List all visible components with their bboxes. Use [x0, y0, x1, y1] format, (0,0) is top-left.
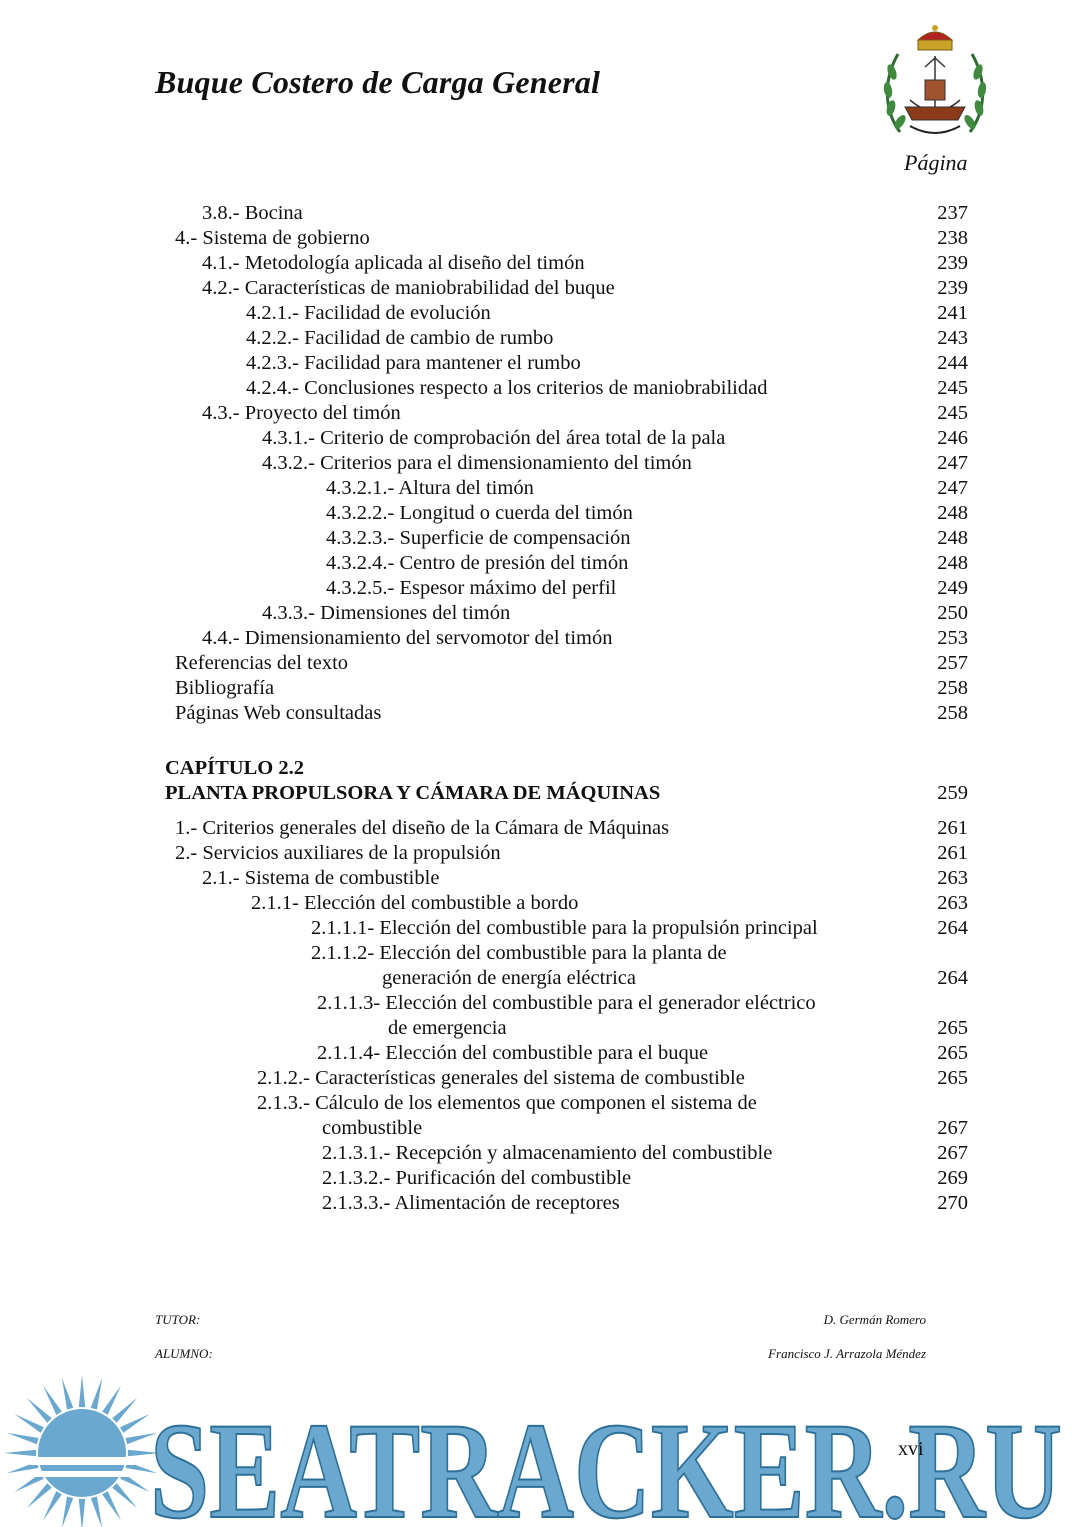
toc-entry: de emergencia 265	[388, 1017, 968, 1039]
toc-entry: 4.- Sistema de gobierno 238	[175, 227, 968, 249]
toc-entry: 4.2.3.- Facilidad para mantener el rumbo 244	[246, 352, 968, 374]
toc-entry: generación de energía eléctrica 264	[382, 967, 968, 989]
sun-ray	[62, 1496, 73, 1527]
toc-entry: 4.2.4.- Conclusiones respecto a los criterios de maniobrabilidad 245	[246, 377, 968, 399]
sun-ray	[43, 1491, 62, 1520]
chapter-title: PLANTA PROPULSORA Y CÁMARA DE MÁQUINAS	[165, 782, 661, 804]
toc-entry: 4.2.2.- Facilidad de cambio de rumbo 243	[246, 327, 968, 349]
toc-entry: 2.1.1.4- Elección del combustible para el buque 265	[317, 1042, 968, 1064]
toc-entry: 4.3.3.- Dimensiones del timón 250	[262, 602, 968, 624]
sun-ray	[7, 1433, 39, 1444]
toc-entry: 2.1.3.1.- Recepción y almacenamiento del combustible 267	[322, 1142, 968, 1164]
toc-entry: 2.1.2.- Características generales del sistema de combustible 265	[257, 1067, 968, 1089]
toc-entry: 4.1.- Metodología aplicada al diseño del timón 239	[202, 252, 968, 274]
sun-ray	[27, 1483, 52, 1508]
sun-ray	[4, 1450, 36, 1456]
toc-entry: 4.3.2.1.- Altura del timón 247	[326, 477, 968, 499]
toc-entry: 4.3.2.4.- Centro de presión del timón 248	[326, 552, 968, 574]
sun-ray	[120, 1414, 149, 1433]
sun-ray	[91, 1378, 102, 1410]
sun-ray	[62, 1378, 73, 1410]
toc-entry: 3.8.- Bocina 237	[202, 202, 968, 224]
toc-entry: Páginas Web consultadas 258	[175, 702, 968, 724]
sun-ray	[112, 1483, 137, 1508]
sun-ray	[112, 1398, 137, 1423]
sun-ray	[102, 1491, 121, 1520]
document-title: Buque Costero de Carga General	[155, 64, 601, 100]
toc-entry: 4.3.2.- Criterios para el dimensionamiento del timón 247	[262, 452, 968, 474]
sun-ray	[79, 1375, 85, 1407]
sun-ray	[27, 1398, 52, 1423]
toc-entry: 4.3.- Proyecto del timón 245	[202, 402, 968, 424]
tutor-label: TUTOR:	[155, 1312, 201, 1327]
sun-icon	[4, 1375, 160, 1527]
toc-entry: 4.3.1.- Criterio de comprobación del área total de la pala 246	[262, 427, 968, 449]
toc-entry: Referencias del texto 257	[175, 652, 968, 674]
toc-entry: 4.3.2.2.- Longitud o cuerda del timón 248	[326, 502, 968, 524]
sun-ray	[102, 1385, 121, 1414]
toc-entry: 2.1.3.3.- Alimentación de receptores 270	[322, 1192, 968, 1214]
toc-entry: 4.3.2.3.- Superficie de compensación 248	[326, 527, 968, 549]
toc-entry: 1.- Criterios generales del diseño de la Cámara de Máquinas 261	[175, 817, 968, 839]
toc-entry: 4.2.1.- Facilidad de evolución 241	[246, 302, 968, 324]
toc-entry: 4.4.- Dimensionamiento del servomotor del timón 253	[202, 627, 968, 649]
alumno-name: Francisco J. Arrazola Méndez	[768, 1346, 926, 1361]
page-number: xvi	[898, 1438, 924, 1460]
toc-entry: 4.3.2.5.- Espesor máximo del perfil 249	[326, 577, 968, 599]
sun-ray	[14, 1414, 43, 1433]
toc-entry: 2.1.1- Elección del combustible a bordo 263	[251, 892, 968, 914]
toc-entry: 2.- Servicios auxiliares de la propulsión 261	[175, 842, 968, 864]
toc-entry: 2.1.1.3- Elección del combustible para el generador eléctrico	[317, 992, 816, 1014]
watermark-text: SEATRACKER.RU	[150, 1394, 1062, 1527]
chapter-number: CAPÍTULO 2.2	[165, 757, 304, 779]
sun-ray	[43, 1385, 62, 1414]
toc-entry: Bibliografía 258	[175, 677, 968, 699]
chapter-page: 259	[937, 782, 968, 804]
tutor-name: D. Germán Romero	[823, 1312, 926, 1327]
school-emblem-icon	[880, 22, 990, 152]
sun-ray	[79, 1499, 85, 1527]
alumno-label: ALUMNO:	[155, 1346, 213, 1361]
toc-entry: 4.2.- Características de maniobrabilidad del buque 239	[202, 277, 968, 299]
toc-entry: 2.1.3.- Cálculo de los elementos que componen el sistema de	[257, 1092, 757, 1114]
toc-entry: 2.1.1.1- Elección del combustible para la propulsión principal 264	[311, 917, 968, 939]
toc-entry: 2.1.3.2.- Purificación del combustible 269	[322, 1167, 968, 1189]
toc-entry: combustible 267	[322, 1117, 968, 1139]
page-column-label: Página	[904, 150, 968, 175]
toc-entry: 2.1.- Sistema de combustible 263	[202, 867, 968, 889]
toc-entry: 2.1.1.2- Elección del combustible para la planta de	[311, 942, 727, 964]
sun-ray	[91, 1496, 102, 1527]
